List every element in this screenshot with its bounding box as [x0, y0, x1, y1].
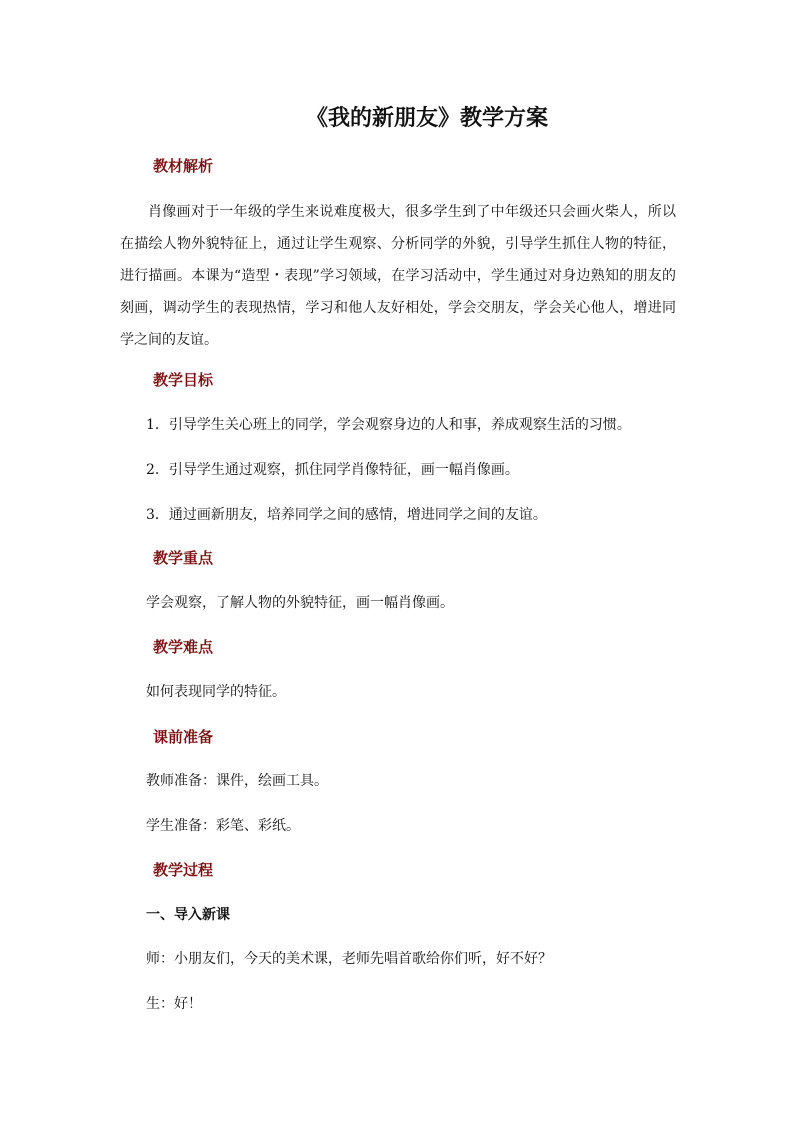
goal-item-1: 1．引导学生关心班上的同学，学会观察身边的人和事，养成观察生活的习惯。 [146, 417, 631, 433]
analysis-paragraph: 肖像画对于一年级的学生来说难度极大，很多学生到了中年级还只会画火柴人，所以在描绘人物外貌特征上，通过让学生观察、分析同学的外貌，引导学生抓住人物的特征，进行描画。本课为“造型・表现”学习领域，在学习活动中，学生通过对身边熟知的朋友的刻画，调动学生的表现热情，学习和他人友好相处，学会交朋友，学会关心他人，增进同学之间的友谊。 [120, 204, 676, 348]
process-step-1: 一、导入新课 [146, 907, 230, 923]
heading-key-points: 教学重点 [153, 549, 214, 567]
heading-goals: 教学目标 [153, 371, 214, 389]
dialogue-line-2: 生：好！ [146, 996, 202, 1012]
heading-preparation: 课前准备 [153, 728, 214, 746]
heading-process: 教学过程 [153, 861, 214, 879]
dialogue-line-1: 师：小朋友们，今天的美术课，老师先唱首歌给你们听，好不好？ [146, 951, 552, 967]
key-points-text: 学会观察，了解人物的外貌特征，画一幅肖像画。 [146, 595, 454, 611]
teacher-preparation: 教师准备：课件，绘画工具。 [146, 773, 328, 789]
student-preparation: 学生准备：彩笔、彩纸。 [146, 818, 300, 834]
page-title: 《我的新朋友》教学方案 [305, 105, 548, 131]
goal-item-2: 2．引导学生通过观察，抓住同学肖像特征，画一幅肖像画。 [146, 462, 519, 478]
difficulties-text: 如何表现同学的特征。 [146, 684, 286, 700]
heading-difficulties: 教学难点 [153, 638, 214, 656]
heading-analysis: 教材解析 [153, 157, 214, 175]
goal-item-3: 3．通过画新朋友，培养同学之间的感情，增进同学之间的友谊。 [146, 507, 547, 523]
